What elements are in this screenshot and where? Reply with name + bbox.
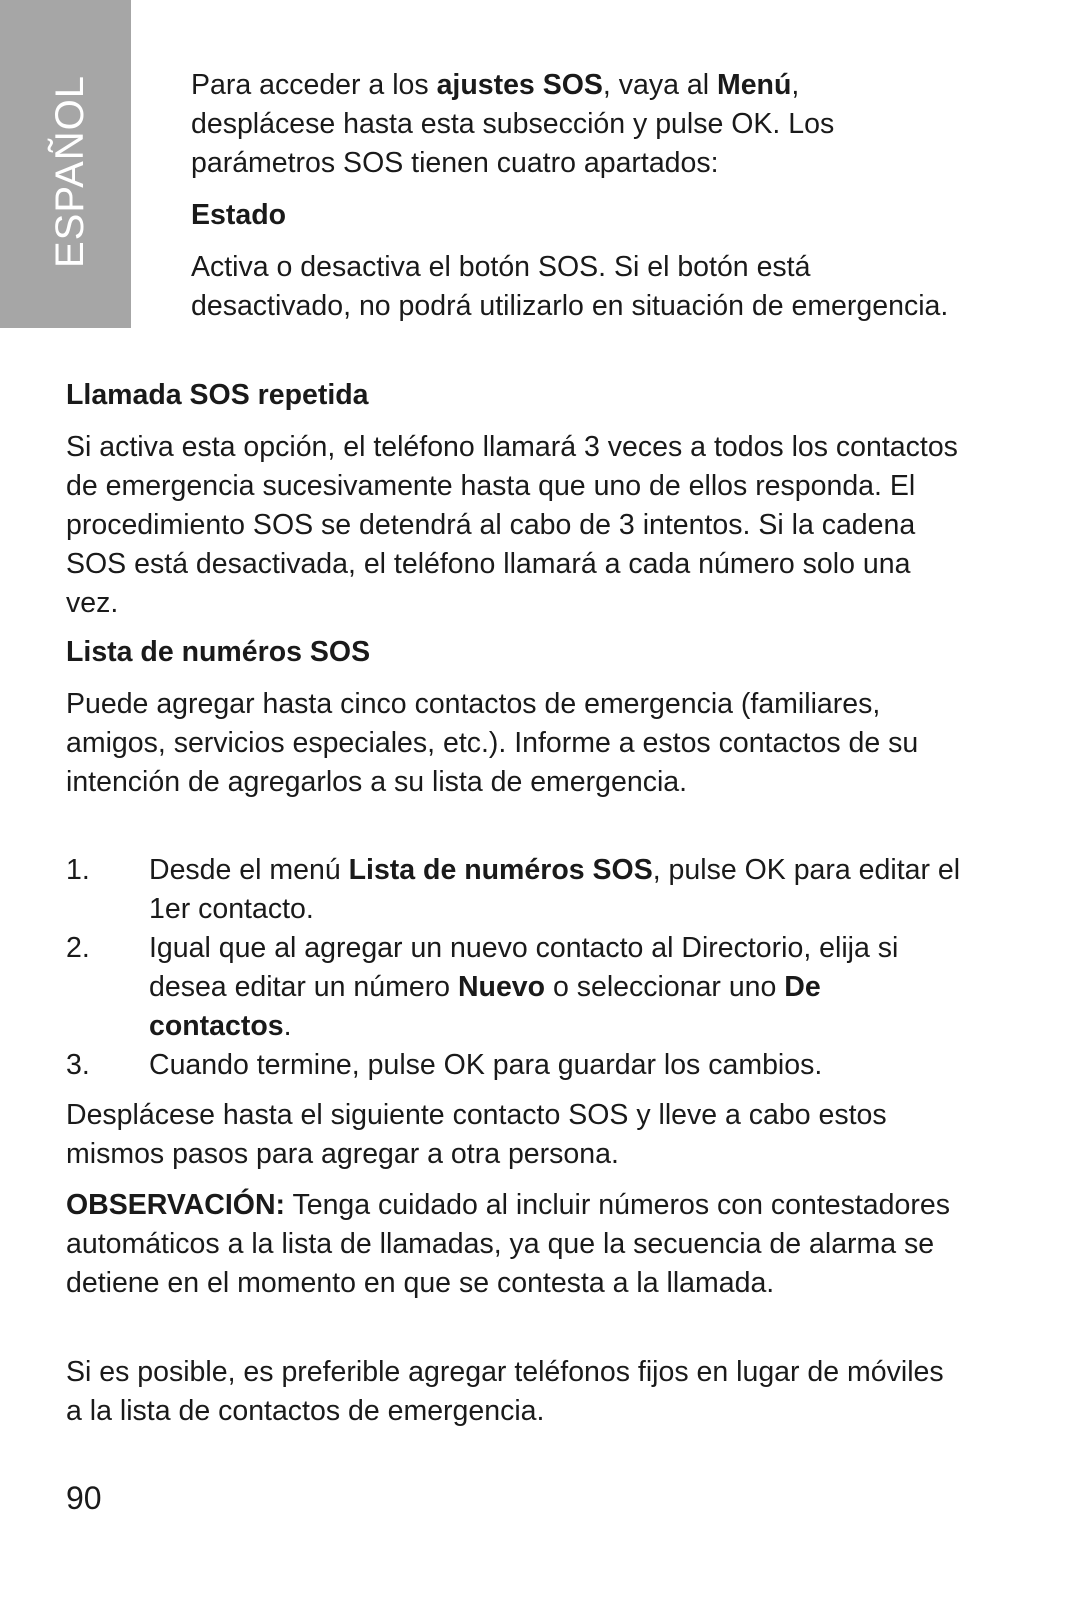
language-tab-label: ESPAÑOL — [48, 75, 92, 268]
step-item: 1. Desde el menú Lista de numéros SOS, pulse OK para editar el 1er contacto. — [66, 851, 966, 929]
llamada-heading: Llamada SOS repetida — [66, 379, 369, 411]
after-steps-paragraph: Desplácese hasta el siguiente contacto SOS y lleve a cabo estos mismos pasos para agregar a otra persona. — [66, 1099, 887, 1170]
page-number: 90 — [66, 1480, 102, 1516]
language-side-tab — [0, 0, 131, 328]
estado-heading: Estado — [191, 199, 287, 231]
step-item: 2. Igual que al agregar un nuevo contacto al Directorio, elija si desea editar un número Nuevo o seleccionar uno De contactos. — [66, 929, 966, 1046]
observation-paragraph: OBSERVACIÓN: Tenga cuidado al incluir números con contestadores automáticos a la lista de llamadas, ya que la secuencia de alarma se detiene en el momento en que se contesta a la llamada. — [66, 1189, 950, 1299]
lista-paragraph: Puede agregar hasta cinco contactos de emergencia (familiares, amigos, servicios especiales, etc.). Informe a estos contactos de su intención de agregarlos a su lista de emergencia. — [66, 688, 919, 798]
lista-heading: Lista de numéros SOS — [66, 636, 371, 668]
step-number: 3. — [66, 1049, 90, 1081]
estado-paragraph: Activa o desactiva el botón SOS. Si el botón está desactivado, no podrá utilizarlo en situación de emergencia. — [191, 251, 949, 322]
step-item: 3. Cuando termine, pulse OK para guardar los cambios. — [66, 1046, 966, 1085]
llamada-paragraph: Si activa esta opción, el teléfono llamará 3 veces a todos los contactos de emergencia sucesivamente hasta que uno de ellos responda. El procedimiento SOS se detendrá al cabo de 3 intentos. Si la cadena SOS está desactivada, el teléfono llamará a cada número solo una vez. — [66, 431, 958, 619]
step-number: 2. — [66, 932, 90, 964]
final-paragraph: Si es posible, es preferible agregar teléfonos fijos en lugar de móviles a la lista de contactos de emergencia. — [66, 1356, 944, 1427]
steps-list — [66, 851, 966, 1085]
observation-label: OBSERVACIÓN: — [66, 1189, 286, 1221]
step-number: 1. — [66, 854, 90, 886]
intro-paragraph: Para acceder a los ajustes SOS, vaya al Menú, desplácese hasta esta subsección y pulse OK. Los parámetros SOS tienen cuatro apartados: — [191, 69, 835, 179]
